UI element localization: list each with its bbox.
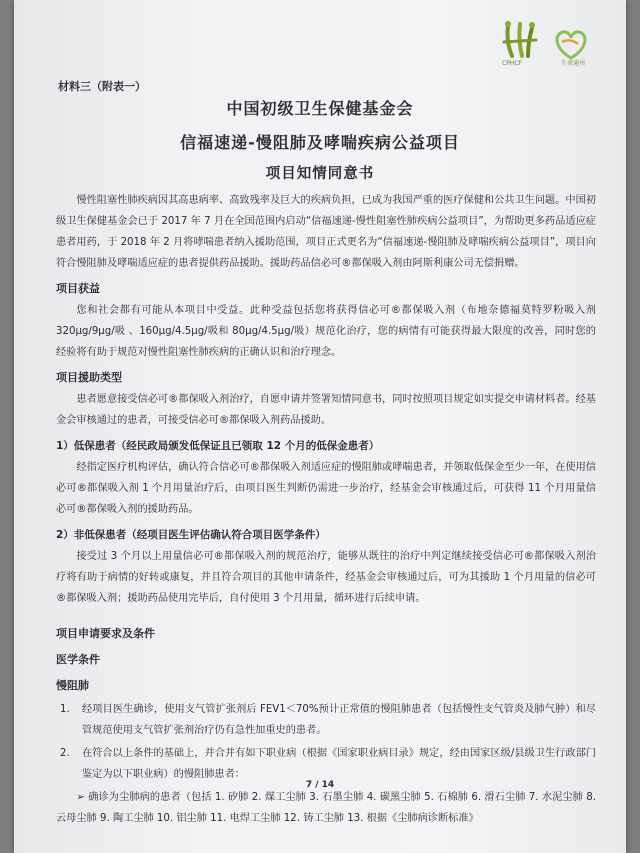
benefit-paragraph: 您和社会都有可能从本项目中受益。此种受益包括您将获得信必可®都保吸入剂（布地奈德福莫特罗粉吸入剂 320μg/9μg/吸 、160μg/4.5μg/吸和 80μg/4.5μg/吸）规范化治疗，您的病情有可能获得最大限度的改善，同时您的经验将有助于规范对慢性阻塞性肺疾病的正确认识和治疗理念。 bbox=[56, 305, 596, 358]
item-text: 在符合以上条件的基础上，并合并有如下职业病（根据《国家职业病目录》规定，经由国家区级/县级卫生行政部门鉴定为以下职业病）的慢阻肺患者： bbox=[82, 748, 596, 780]
document-body bbox=[56, 190, 596, 829]
copd-condition-item bbox=[56, 743, 596, 785]
types-paragraph: 患者愿意接受信必可®都保吸入剂治疗，自愿申请并签署知情同意书，同时按照项目规定如实提交申请材料者。经基金会审核通过的患者，可接受信必可®都保吸入剂药品援助。 bbox=[56, 394, 596, 426]
type1-paragraph: 经指定医疗机构评估，确认符合信必可®都保吸入剂适应症的慢阻肺或哮喘患者，并领取低保金至少一年，在使用信必可®都保吸入剂 1 个月用量治疗后，由项目医生判断仍需进一步治疗，经基金会审核通过后，可获得 11 个月用量信必可®都保吸入剂的援助药品。 bbox=[56, 462, 596, 515]
type2-heading: 2）非低保患者（经项目医生评估确认符合项目医学条件） bbox=[56, 529, 326, 541]
requirements-heading: 项目申请要求及条件 bbox=[56, 627, 155, 640]
annex-label: 材料三（附表一） bbox=[58, 80, 146, 93]
document-page bbox=[14, 0, 626, 853]
page-number: 7 / 14 bbox=[305, 780, 335, 790]
type1-heading: 1）低保患者（经民政局颁发低保证且已领取 12 个月的低保金患者） bbox=[56, 440, 380, 452]
pneumoconiosis-bullet: ➢ 确诊为尘肺病的患者（包括 1. 矽肺 2. 煤工尘肺 3. 石墨尘肺 4. 碳黑尘肺 5. 石棉肺 6. 滑石尘肺 7. 水泥尘肺 8. 云母尘肺 9. 陶工尘肺 10. 铝尘肺 11. 电焊工尘肺 12. 铸工尘肺 13. 根据《尘肺病诊断标准》 bbox=[56, 792, 596, 824]
hope-logo-text: 生命通州 bbox=[560, 60, 585, 67]
benefit-heading: 项目获益 bbox=[56, 282, 100, 295]
foundation-title: 中国初级卫生保健基金会 bbox=[226, 99, 414, 118]
medical-conditions-heading: 医学条件 bbox=[56, 653, 100, 666]
header-logos bbox=[498, 20, 598, 72]
project-title: 信福速递-慢阻肺及哮喘疾病公益项目 bbox=[180, 133, 460, 152]
type2-paragraph: 接受过 3 个月以上用量信必可®都保吸入剂的规范治疗，能够从既往的治疗中判定继续接受信必可®都保吸入剂治疗将有助于病情的好转或康复，并且符合项目的其他申请条件，经基金会审核通过后，可为其援助 1 个月用量的信必可®都保吸入剂；援助药品使用完毕后，自付使用 3 个月用量，循环进行后续申请。 bbox=[56, 551, 596, 604]
item-number: 2. bbox=[60, 748, 70, 759]
copd-condition-item bbox=[56, 699, 596, 741]
copd-heading: 慢阻肺 bbox=[56, 679, 89, 692]
cphcf-logo-text: CPHCF bbox=[502, 60, 522, 67]
intro-paragraph: 慢性阻塞性肺疾病因其高患病率、高致残率及巨大的疾病负担，已成为我国严重的医疗保健和公共卫生问题。中国初级卫生保健基金会已于 2017 年 7 月在全国范围内启动“信福速递-慢性阻塞性肺疾病公益项目”，为帮助更多药品适应症患者用药，于 2018 年 2 月将哮喘患者纳入援助范围，项目正式更名为“信福速递-慢阻肺及哮喘疾病公益项目”，项目向符合慢阻肺及哮喘适应症的患者提供药品援助。援助药品信必可®都保吸入剂由阿斯利康公司无偿捐赠。 bbox=[56, 195, 596, 269]
item-text: 经项目医生确诊，使用支气管扩张剂后 FEV1＜70%预计正常值的慢阻肺患者（包括慢性支气管炎及肺气肿）和尽管规范使用支气管扩张剂治疗仍有急性加重史的患者。 bbox=[82, 704, 596, 736]
types-heading: 项目援助类型 bbox=[56, 371, 122, 384]
item-number: 1. bbox=[60, 704, 70, 715]
form-title: 项目知情同意书 bbox=[265, 166, 375, 182]
